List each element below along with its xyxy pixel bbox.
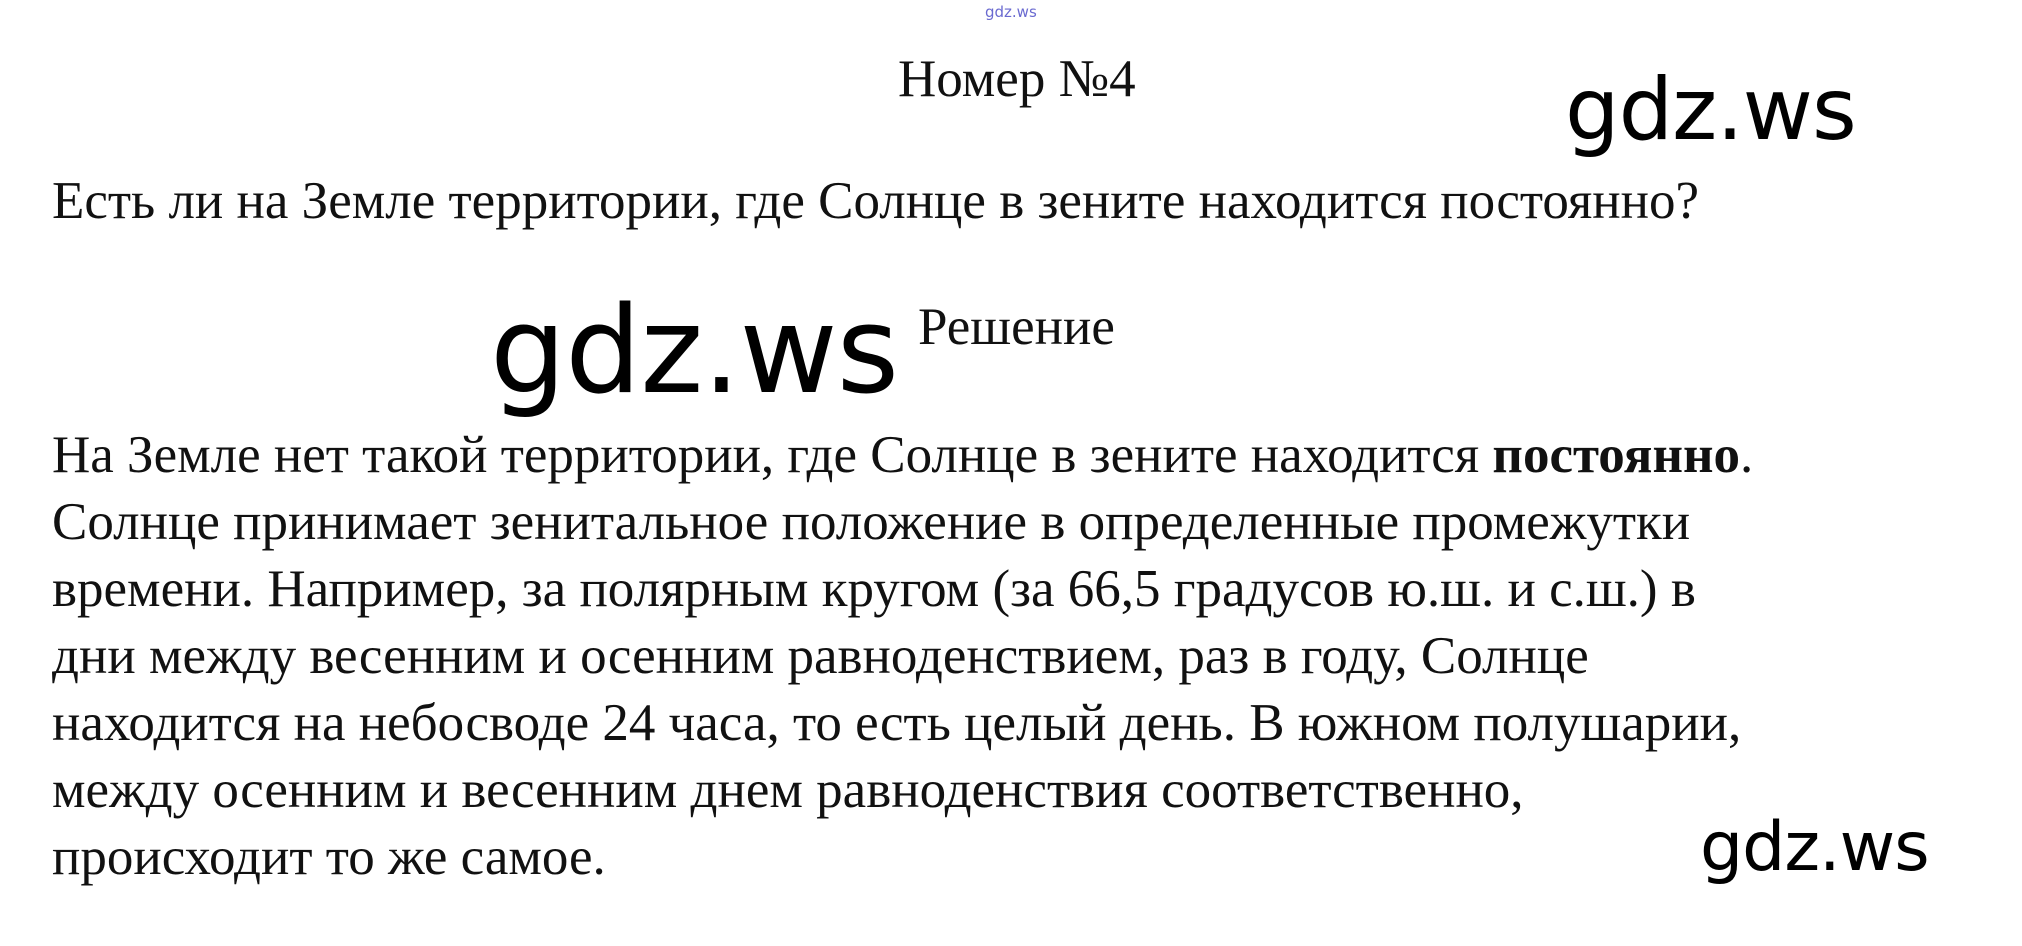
answer-line-6: между осенним и весенним днем равноденствия соответственно, bbox=[52, 761, 1524, 819]
question-text: Есть ли на Земле территории, где Солнце в зените находится постоянно? bbox=[52, 172, 1700, 230]
answer-line-4: дни между весенним и осенним равноденствием, раз в году, Солнце bbox=[52, 627, 1589, 685]
answer-emphasis: постоянно bbox=[1492, 426, 1741, 484]
answer-line-1-start: На Земле нет такой территории, где Солнце в зените находится bbox=[52, 426, 1493, 484]
answer-line-1-end: . bbox=[1740, 426, 1754, 484]
watermark-bottom-right: gdz.ws bbox=[1700, 808, 1929, 887]
page-title: Номер №4 bbox=[898, 50, 1136, 108]
solution-heading: Решение bbox=[918, 298, 1115, 356]
watermark-top-right: gdz.ws bbox=[1565, 60, 1856, 160]
answer-line-3: времени. Например, за полярным кругом (за 66,5 градусов ю.ш. и с.ш.) в bbox=[52, 560, 1696, 618]
answer-line-1 bbox=[52, 422, 2012, 489]
watermark-small-top: gdz.ws bbox=[985, 3, 1037, 21]
answer-line-5: находится на небосводе 24 часа, то есть целый день. В южном полушарии, bbox=[52, 694, 1742, 752]
answer-line-7: происходит то же самое. bbox=[52, 828, 606, 886]
answer-line-2: Солнце принимает зенитальное положение в определенные промежутки bbox=[52, 493, 1691, 551]
watermark-center: gdz.ws bbox=[490, 282, 899, 421]
